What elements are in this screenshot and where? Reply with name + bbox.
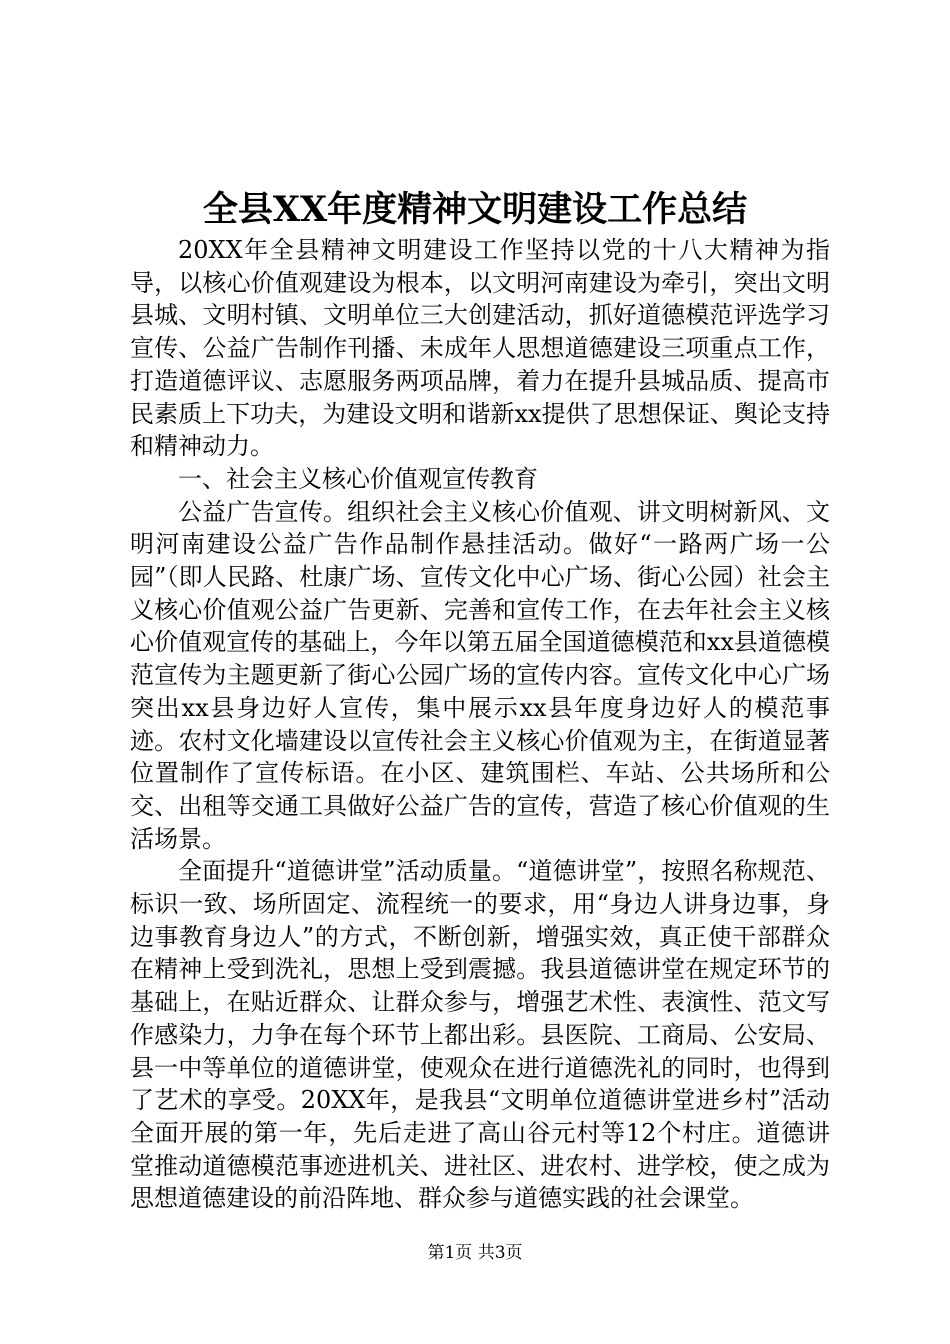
document-title: 全县XX年度精神文明建设工作总结 bbox=[202, 189, 748, 230]
section-heading: 一、社会主义核心价值观宣传教育 bbox=[178, 464, 538, 493]
page-number-footer: 第1页 共3页 bbox=[427, 1243, 523, 1263]
document-body bbox=[130, 234, 830, 1215]
intro-paragraph: 20XX年全县精神文明建设工作坚持以党的十八大精神为指导，以核心价值观建设为根本，以文明河南建设为牵引，突出文明县城、文明村镇、文明单位三大创建活动，抓好道德模范评选学习宣传、公益广告制作刊播、未成年人思想道德建设三项重点工作，打造道德评议、志愿服务两项品牌，着力在提升县城品质、提高市民素质上下功夫，为建设文明和谐新xx提供了思想保证、舆论支持和精神动力。 bbox=[130, 236, 830, 461]
moral-lecture-paragraph: 全面提升“道德讲堂”活动质量。“道德讲堂”，按照名称规范、标识一致、场所固定、流程统一的要求，用“身边人讲身边事，身边事教育身边人”的方式，不断创新，增强实效，真正使干部群众在精神上受到洗礼，思想上受到震撼。我县道德讲堂在规定环节的基础上，在贴近群众、让群众参与，增强艺术性、表演性、范文写作感染力，力争在每个环节上都出彩。县医院、工商局、公安局、县一中等单位的道德讲堂，使观众在进行道德洗礼的同时，也得到了艺术的享受。20XX年，是我县“文明单位道德讲堂进乡村”活动全面开展的第一年，先后走进了高山谷元村等12个村庄。道德讲堂推动道德模范事迹进机关、进社区、进农村、进学校，使之成为思想道德建设的前沿阵地、群众参与道德实践的社会课堂。 bbox=[130, 857, 830, 1213]
public-ads-paragraph: 公益广告宣传。组织社会主义核心价值观、讲文明树新风、文明河南建设公益广告作品制作悬挂活动。做好“一路两广场一公园”（即人民路、杜康广场、宣传文化中心广场、街心公园）社会主义核心价值观公益广告更新、完善和宣传工作，在去年社会主义核心价值观宣传的基础上，今年以第五届全国道德模范和xx县道德模范宣传为主题更新了街心公园广场的宣传内容。宣传文化中心广场突出xx县身边好人宣传，集中展示xx县年度身边好人的模范事迹。农村文化墙建设以宣传社会主义核心价值观为主，在街道显著位置制作了宣传标语。在小区、建筑围栏、车站、公共场所和公交、出租等交通工具做好公益广告的宣传，营造了核心价值观的生活场景。 bbox=[130, 497, 830, 853]
